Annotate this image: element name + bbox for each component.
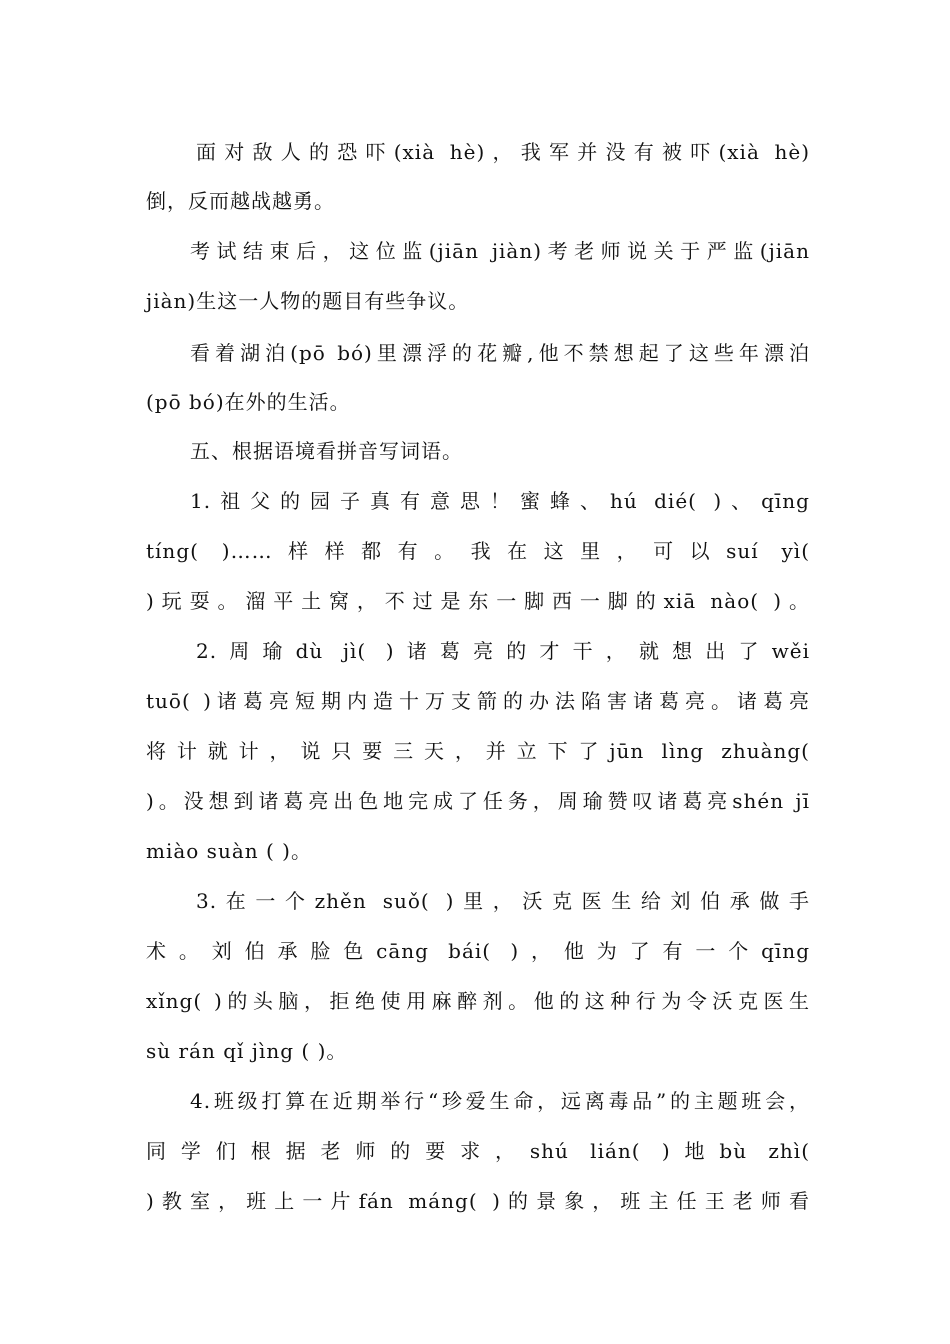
text-line-4: jiàn)生这一人物的题目有些争议。 (146, 289, 470, 313)
text-line-3: 考试结束后，这位监(jiān jiàn)考老师说关于严监(jiān (190, 239, 810, 263)
text-line-22: )教室，班上一片fán máng( )的景象，班主任王老师看 (146, 1189, 810, 1213)
text-line-1: 面对敌人的恐吓(xià hè)，我军并没有被吓(xià hè) (196, 140, 810, 164)
text-line-6: (pō bó)在外的生活。 (146, 390, 351, 414)
text-line-17: 术。刘伯承脸色cāng bái( )，他为了有一个qīng (146, 939, 810, 963)
text-line-14: )。没想到诸葛亮出色地完成了任务，周瑜赞叹诸葛亮shén jī (146, 789, 810, 813)
text-line-16: 3.在一个zhěn suǒ( )里，沃克医生给刘伯承做手 (196, 889, 810, 913)
text-line-9: tíng( )……样样都有。我在这里，可以suí yì( (146, 539, 810, 563)
text-line-18: xǐng( )的头脑，拒绝使用麻醉剂。他的这种行为令沃克医生 (146, 989, 810, 1013)
text-line-20: 4.班级打算在近期举行“珍爱生命，远离毒品”的主题班会， (190, 1089, 810, 1113)
text-line-12: tuō( )诸葛亮短期内造十万支箭的办法陷害诸葛亮。诸葛亮 (146, 689, 810, 713)
text-line-2: 倒，反而越战越勇。 (146, 189, 335, 213)
section-heading: 五、根据语境看拼音写词语。 (190, 439, 463, 463)
text-line-5: 看着湖泊(pō bó)里漂浮的花瓣,他不禁想起了这些年漂泊 (190, 341, 810, 365)
text-line-19: sù rán qǐ jìng ( )。 (146, 1039, 348, 1063)
text-line-15: miào suàn ( )。 (146, 839, 312, 863)
text-line-21: 同学们根据老师的要求，shú lián( )地bù zhì( (146, 1139, 810, 1163)
text-line-8: 1.祖父的园子真有意思！蜜蜂、hú dié( )、qīng (190, 489, 810, 513)
text-line-10: )玩耍。溜平土窝，不过是东一脚西一脚的xiā nào( )。 (146, 589, 810, 613)
text-line-13: 将计就计，说只要三天，并立下了jūn lìng zhuàng( (146, 739, 810, 763)
text-line-11: 2.周瑜dù jì( )诸葛亮的才干，就想出了wěi (196, 639, 810, 663)
